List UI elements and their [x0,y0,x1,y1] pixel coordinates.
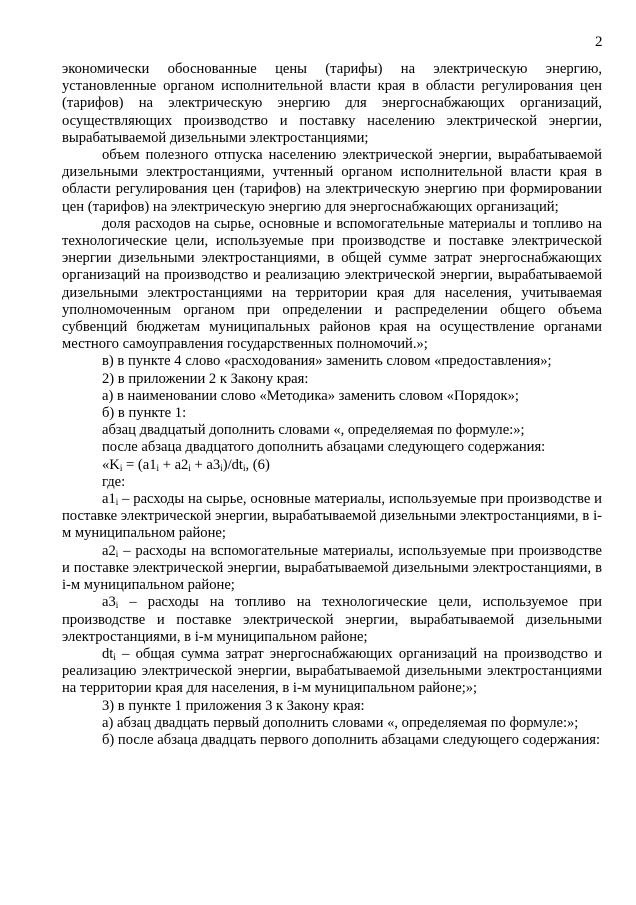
definition-a2-symbol: a2 [102,542,116,559]
document-body [62,61,602,749]
paragraph-item-3a: а) абзац двадцать первый дополнить словами «, определяемая по формуле:»; [102,714,579,731]
definition-dt [62,646,602,698]
definition-a3-sub: i [115,600,119,611]
formula [62,457,602,474]
definition-a3-text: – расходы на топливо на технологические цели, используемое при производстве и поставке электрической энергии, вырабатываемой дизельными электростанциями, в i-м муниципальном районе; [62,594,602,645]
definition-a1-sub: i [115,497,119,508]
formula-end: , (6) [245,456,270,473]
definition-dt-symbol: dt [102,645,114,662]
formula-div: )/dt [222,456,243,473]
paragraph-share: доля расходов на сырье, основные и вспомогательные материалы и топливо на технологические цели, используемые при производстве и поставке электрической энергии дизельными электростанциями, в общей сумме затрат энергоснабжающих организаций на производство и реализацию электрической энергии, вырабатываемой дизельными электростанциями на территории края для населения, учитываемая уполномоченным органом при определении и распределении общего объема субвенций бюджетам муниципальных районов края на осуществление органами местного самоуправления государственных полномочий.»; [62,215,602,353]
paragraph-item-2b: б) в пункте 1: [102,405,187,422]
formula-start: «K [102,456,120,473]
formula-sub-dt: i [242,462,246,473]
definition-a1 [62,491,602,543]
paragraph-after-abzac-20: после абзаца двадцатого дополнить абзацами следующего содержания: [102,439,546,456]
formula-eq: = (a1 [122,456,157,473]
definition-a3 [62,594,602,646]
formula-plus-1: + a2 [159,456,189,473]
definition-a2 [62,543,602,595]
paragraph-abzac-20: абзац двадцатый дополнить словами «, определяемая по формуле:»; [102,422,525,439]
definition-dt-sub: i [113,651,116,662]
paragraph-item-3: 3) в пункте 1 приложения 3 к Закону края: [102,697,365,714]
formula-sub-1: i [156,462,160,473]
definition-a1-symbol: a1 [102,491,116,508]
definition-dt-text: – общая сумма затрат энергоснабжающих организаций на производство и реализацию электрической энергии, вырабатываемой дизельными электростанциями на территории края для населения, в i-м муниципальном районе;»; [62,645,602,697]
formula-plus-2: + a3 [190,456,221,473]
paragraph-item-2a: а) в наименовании слово «Методика» заменить словом «Порядок»; [102,387,519,404]
definition-a1-text: – расходы на сырье, основные материалы, используемые при производстве и поставке электрической энергии, вырабатываемой дизельными электростанциями, в i-м муниципальном районе; [62,491,602,542]
definition-a3-symbol: a3 [102,594,116,611]
paragraph-volume: объем полезного отпуска населению электрической энергии, вырабатываемой дизельными электростанциями, учтенный органом исполнительной власти края в области регулирования цен (тарифов) на электрическую энергию при формировании цен (тарифов) на электрическую энергию для энергоснабжающих организаций; [62,147,602,215]
where-label: где: [102,473,126,490]
formula-sub-2: i [188,462,191,473]
page-number: 2 [595,34,603,50]
definition-a2-text: – расходы на вспомогательные материалы, используемые при производстве и поставке электрической энергии, вырабатываемой дизельными электростанциями, в i-м муниципальном районе; [62,542,602,594]
paragraph-tariffs: экономически обоснованные цены (тарифы) на электрическую энергию, установленные органом исполнительной власти края в области регулирования цен (тарифов) на электрическую энергию для энергоснабжающих организаций, осуществляющих производство и поставку населению электрической энергии, вырабатываемой дизельными электростанциями; [62,61,602,146]
formula-sub-3: i [220,462,223,473]
formula-sub-k: i [119,462,123,473]
definition-a2-sub: i [115,548,119,559]
paragraph-item-v: в) в пункте 4 слово «расходования» заменить словом «предоставления»; [102,353,552,370]
paragraph-item-3b: б) после абзаца двадцать первого дополнить абзацами следующего содержания: [102,731,601,748]
paragraph-item-2: 2) в приложении 2 к Закону края: [102,370,309,387]
